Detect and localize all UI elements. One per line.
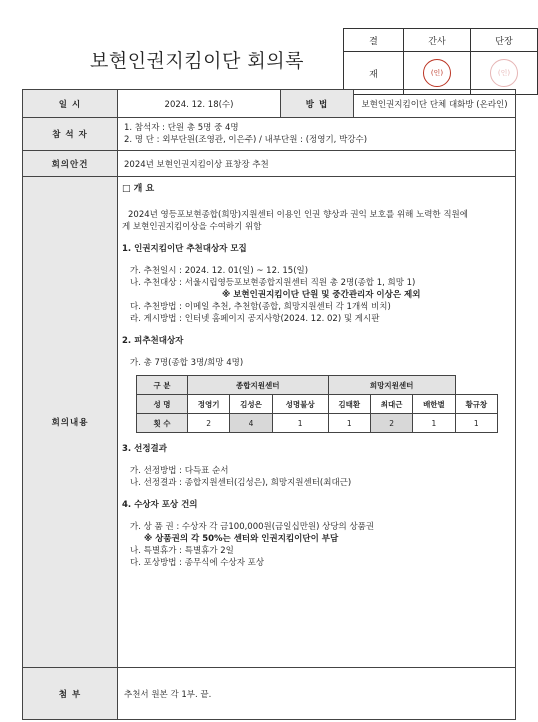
section-1-item-d: 라. 게시방법 : 인터넷 홈페이지 공지사항(2024. 12. 02) 및 게시판: [130, 314, 380, 324]
section-1-item-c: 다. 추천방법 : 이메일 추천, 추천함(종합, 희망지원센터 각 1개씩 비치): [130, 302, 391, 312]
candidate-name: 성명불상: [272, 395, 328, 414]
candidate-name: 황규창: [455, 395, 497, 414]
document-title: 보현인권지킴이단 회의록: [90, 50, 304, 72]
candidate-votes: 1: [272, 414, 328, 433]
overview-text-1: 2024년 영등포보현종합(희망)지원센터 이용인 인권 향상과 권익 보호를 위해 노력한 직원에: [128, 210, 468, 220]
attendees-line-1: 1. 참석자 : 단원 총 5명 중 4명: [124, 123, 239, 133]
section-2-title: 2. 피추천대상자: [122, 336, 184, 346]
candidate-name: 정영기: [188, 395, 230, 414]
date-label: 일 시: [23, 90, 118, 118]
section-4-item-b: 나. 특별휴가 : 특별휴가 2일: [130, 546, 234, 556]
section-1-title: 1. 인권지킴이단 추천대상자 모집: [122, 244, 247, 254]
candidate-name: 김성은: [230, 395, 272, 414]
candidate-votes: 2: [370, 414, 412, 433]
section-3-title: 3. 선정결과: [122, 444, 167, 454]
candidate-votes: 1: [413, 414, 455, 433]
candidate-votes: 1: [455, 414, 497, 433]
attendees-cell: [118, 118, 516, 151]
section-4-title: 4. 수상자 포상 건의: [122, 500, 198, 510]
overview-heading: □ 개 요: [122, 184, 155, 194]
section-3-item-a: 가. 선정방법 : 다득표 순서: [130, 466, 229, 476]
approval-label-bottom: 재: [344, 52, 404, 95]
content-label: 회의내용: [23, 177, 118, 668]
section-1-note: ※ 보현인권지킴이단 단원 및 중간관리자 이상은 제외: [222, 290, 421, 300]
header-group-general: 종합지원센터: [188, 376, 329, 395]
candidate-name: 최대근: [370, 395, 412, 414]
section-2-item-a: 가. 총 7명(종합 3명/희망 4명): [130, 358, 244, 368]
method-label: 방 법: [281, 90, 354, 118]
approval-label-top: 결: [344, 29, 404, 52]
section-1-item-a: 가. 추천일시 : 2024. 12. 01(일) ~ 12. 15(일): [130, 266, 309, 276]
content-cell: [118, 177, 516, 668]
approval-box: [343, 28, 538, 95]
header-gubun: 구 분: [137, 376, 188, 395]
minutes-table: [22, 89, 516, 720]
candidate-votes: 2: [188, 414, 230, 433]
section-3-item-b: 나. 선정결과 : 종합지원센터(김성은), 희망지원센터(최대근): [130, 478, 352, 488]
header-votes: 횟 수: [137, 414, 188, 433]
candidates-table: [136, 375, 498, 433]
leader-seal-stamp: (인): [490, 59, 518, 87]
approval-col-secretary: 간사: [403, 29, 470, 52]
header-group-hope: 희망지원센터: [328, 376, 455, 395]
attachment-value: 추천서 원본 각 1부. 끝.: [118, 668, 516, 720]
approval-col-leader: 단장: [470, 29, 537, 52]
section-4-note: ※ 상품권의 각 50%는 센터와 인권지킴이단이 부담: [144, 534, 339, 544]
candidate-votes: 4: [230, 414, 272, 433]
date-value: 2024. 12. 18(수): [118, 90, 281, 118]
overview-text-2: 게 보현인권지킴이상을 수여하기 위함: [122, 222, 262, 232]
section-4-item-a: 가. 상 품 권 : 수상자 각 금100,000원(금일십만원) 상당의 상품권: [130, 522, 375, 532]
method-value: 보현인권지킴이단 단체 대화방 (온라인): [354, 90, 516, 118]
candidate-votes: 1: [328, 414, 370, 433]
candidate-name: 배한별: [413, 395, 455, 414]
secretary-seal-stamp: (인): [423, 59, 451, 87]
agenda-value: 2024년 보현인권지킴이상 표창장 추천: [118, 151, 516, 177]
attendees-line-2: 2. 명 단 : 외부단원(조영관, 이은주) / 내부단원 : (정영기, 박강수): [124, 135, 368, 145]
candidate-name: 김태환: [328, 395, 370, 414]
attendees-label: 참 석 자: [23, 118, 118, 151]
attachment-label: 첨 부: [23, 668, 118, 720]
section-1-item-b: 나. 추천대상 : 서울시립영등포보현종합지원센터 직원 총 2명(종합 1, 희망 1): [130, 278, 416, 288]
agenda-label: 회의안건: [23, 151, 118, 177]
header-name: 성 명: [137, 395, 188, 414]
section-4-item-c: 다. 포상방법 : 종무식에 수상자 포상: [130, 558, 265, 568]
